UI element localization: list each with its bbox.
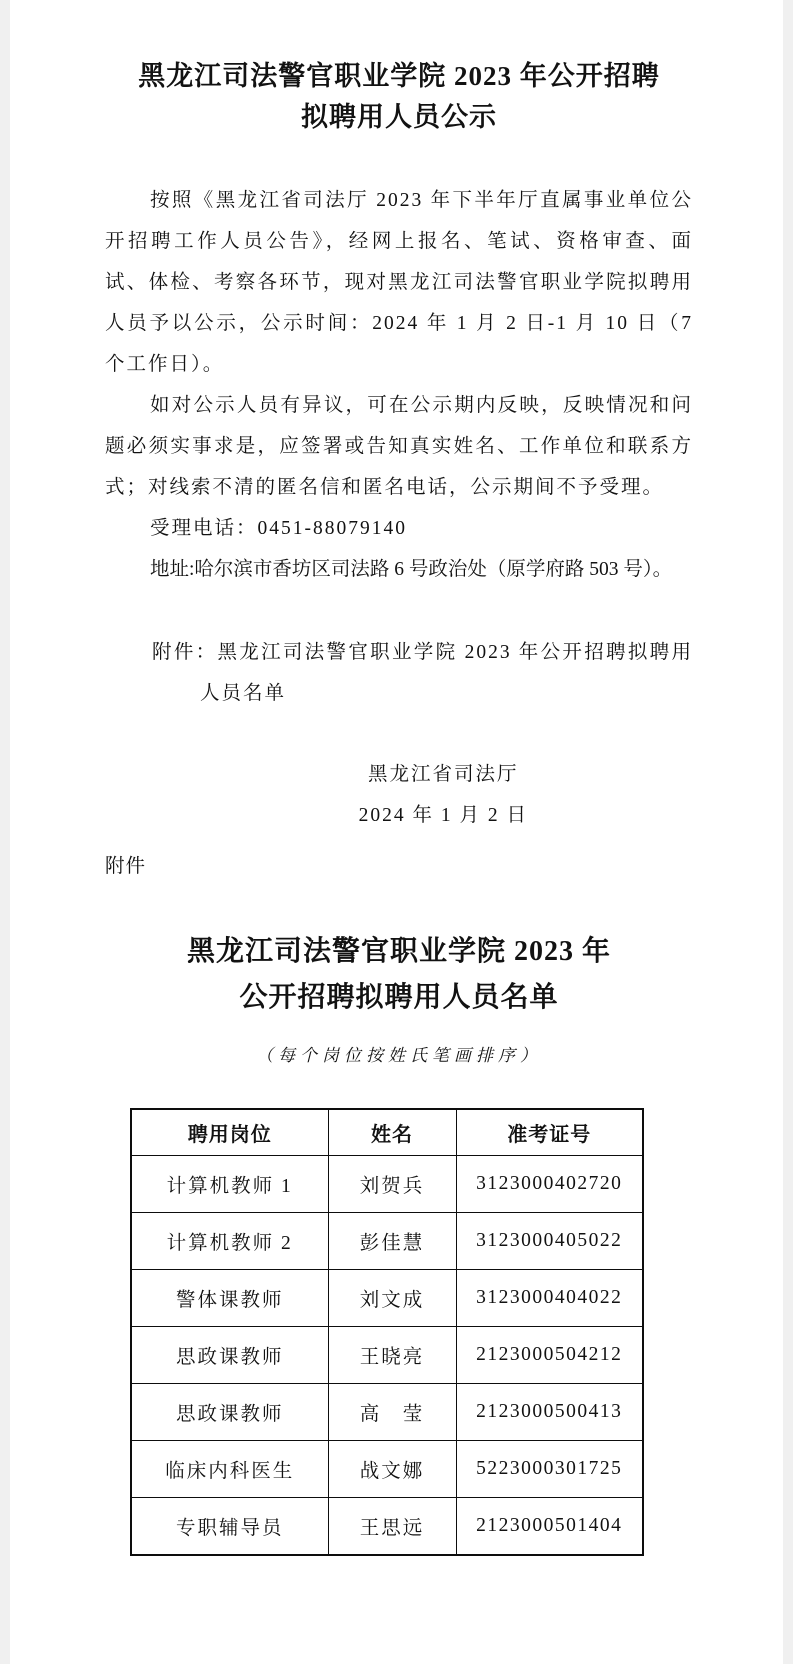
phone-line: 受理电话：0451-88079140: [150, 518, 407, 539]
name-cell: 战文娜: [328, 1441, 456, 1498]
name-cell: 高 莹: [328, 1384, 456, 1441]
signer-name: 黑龙江省司法厅: [368, 764, 519, 785]
position-cell: 计算机教师 1: [131, 1156, 328, 1213]
attachment-label: 附件: [105, 856, 147, 877]
attachment-note: 附件：黑龙江司法警官职业学院 2023 年公开招聘拟聘用人员名单: [152, 642, 693, 704]
position-cell: 专职辅导员: [131, 1498, 328, 1556]
roster-title: [105, 929, 693, 1021]
exam-id-cell: 2123000501404: [456, 1498, 643, 1556]
table-row: [131, 1327, 643, 1384]
exam-id-cell: 3123000404022: [456, 1270, 643, 1327]
roster-header-row: [131, 1109, 643, 1156]
notice-paragraph-2: 如对公示人员有异议，可在公示期内反映，反映情况和问题必须实事求是，应签署或告知真实姓名、工作单位和联系方式；对线索不清的匿名信和匿名电话，公示期间不予受理。: [105, 395, 693, 498]
notice-title-line1: 黑龙江司法警官职业学院 2023 年公开招聘: [138, 61, 660, 91]
table-row: [131, 1213, 643, 1270]
exam-id-cell: 5223000301725: [456, 1441, 643, 1498]
table-row: [131, 1156, 643, 1213]
roster-title-line1: 黑龙江司法警官职业学院 2023 年: [186, 936, 611, 967]
exam-id-cell: 2123000500413: [456, 1384, 643, 1441]
table-row: [131, 1270, 643, 1327]
roster-table: [130, 1108, 644, 1556]
exam-id-cell: 3123000405022: [456, 1213, 643, 1270]
position-cell: 临床内科医生: [131, 1441, 328, 1498]
table-row: [131, 1498, 643, 1556]
roster-table-body: [131, 1156, 643, 1556]
name-cell: 彭佳慧: [328, 1213, 456, 1270]
header-exam-id: 准考证号: [456, 1109, 643, 1156]
position-cell: 思政课教师: [131, 1327, 328, 1384]
exam-id-cell: 3123000402720: [456, 1156, 643, 1213]
position-cell: 思政课教师: [131, 1384, 328, 1441]
table-row: [131, 1384, 643, 1441]
exam-id-cell: 2123000504212: [456, 1327, 643, 1384]
roster-title-line2: 公开招聘拟聘用人员名单: [239, 982, 559, 1013]
address-line: 地址:哈尔滨市香坊区司法路 6 号政治处（原学府路 503 号）。: [150, 559, 673, 580]
notice-paragraph-1: 按照《黑龙江省司法厅 2023 年下半年厅直属事业单位公开招聘工作人员公告》，经网上报名、笔试、资格审查、面试、体检、考察各环节，现对黑龙江司法警官职业学院拟聘用人员予以公示，公示时间：2024 年 1 月 2 日-1 月 10 日（7 个工作日）。: [105, 190, 693, 375]
document-page: [10, 0, 783, 1664]
position-cell: 警体课教师: [131, 1270, 328, 1327]
table-row: [131, 1441, 643, 1498]
notice-title-line2: 拟聘用人员公示: [301, 102, 497, 132]
position-cell: 计算机教师 2: [131, 1213, 328, 1270]
signature-date: 2024 年 1 月 2 日: [358, 805, 528, 826]
notice-title: [105, 56, 693, 138]
name-cell: 刘贺兵: [328, 1156, 456, 1213]
name-cell: 王思远: [328, 1498, 456, 1556]
roster-subtitle: （每个岗位按姓氏笔画排序）: [256, 1046, 542, 1066]
name-cell: 刘文成: [328, 1270, 456, 1327]
name-cell: 王晓亮: [328, 1327, 456, 1384]
signature-block: [359, 754, 528, 836]
header-name: 姓名: [328, 1109, 456, 1156]
header-position: 聘用岗位: [131, 1109, 328, 1156]
